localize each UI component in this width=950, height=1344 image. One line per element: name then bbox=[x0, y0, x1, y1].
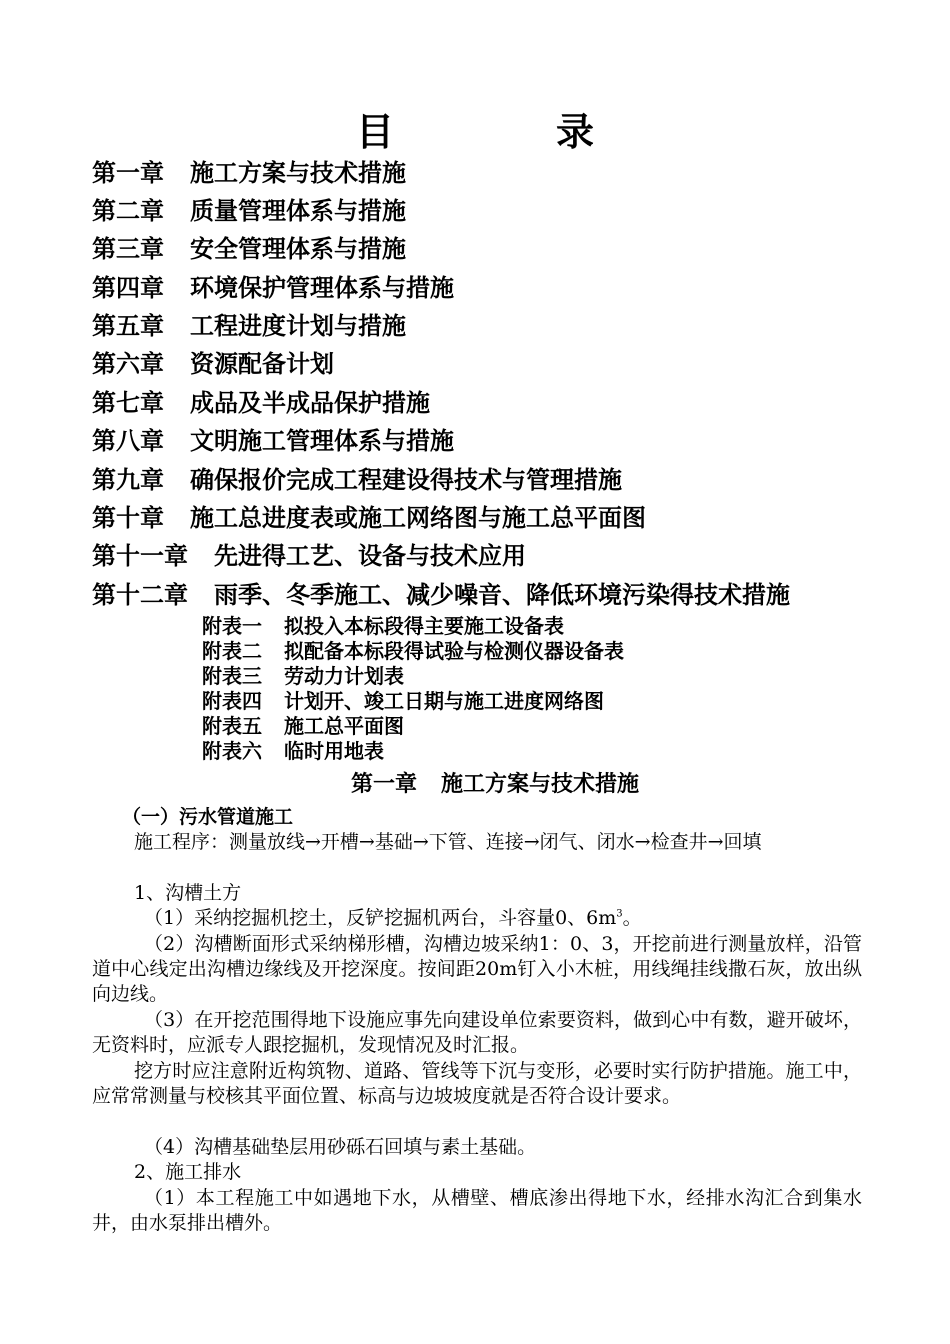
paragraph: （1）本工程施工中如遇地下水，从槽壁、槽底渗出得地下水，经排水沟汇合到集水井，由水泵排出槽外。 bbox=[92, 1187, 862, 1234]
toc-entry-title: 施工总进度表或施工网络图与施工总平面图 bbox=[190, 504, 646, 532]
toc-entry bbox=[92, 234, 406, 264]
paragraph: （2）沟槽断面形式采纳梯形槽，沟槽边坡采纳1：0、3，开挖前进行测量放样，沿管道中心线定出沟槽边缘线及开挖深度。按间距20m钉入小木桩，用线绳挂线撒石灰，放出纵向边线。 bbox=[92, 933, 862, 1005]
toc-entry-number: 第三章 bbox=[92, 235, 164, 263]
toc-entry-title: 确保报价完成工程建设得技术与管理措施 bbox=[190, 466, 622, 494]
toc-entry-number: 第一章 bbox=[92, 159, 164, 187]
paragraph: （3）在开挖范围得地下设施应事先向建设单位索要资料，做到心中有数，避开破坏，无资料时，应派专人跟挖掘机，发现情况及时汇报。 bbox=[92, 1009, 862, 1056]
toc-entry-title: 质量管理体系与措施 bbox=[190, 197, 406, 225]
section-heading: （一）污水管道施工 bbox=[122, 806, 294, 828]
paragraph bbox=[92, 906, 862, 931]
appendix-title: 施工总平面图 bbox=[284, 714, 404, 738]
toc-entry bbox=[92, 388, 430, 418]
toc-entry-title: 安全管理体系与措施 bbox=[190, 235, 406, 263]
toc-entry-title: 环境保护管理体系与措施 bbox=[190, 274, 454, 302]
chapter-title: 施工方案与技术措施 bbox=[441, 772, 640, 797]
toc-entry-number: 第十章 bbox=[92, 504, 164, 532]
chapter-heading bbox=[0, 770, 950, 800]
toc-entry bbox=[92, 158, 406, 188]
toc-entry-title: 工程进度计划与措施 bbox=[190, 312, 406, 340]
toc-entry-number: 第七章 bbox=[92, 389, 164, 417]
appendix-title: 计划开、竣工日期与施工进度网络图 bbox=[284, 689, 604, 713]
toc-title: 目 录 bbox=[355, 110, 656, 154]
subsection-heading: 2、施工排水 bbox=[134, 1161, 242, 1183]
appendix-number: 附表四 bbox=[202, 689, 262, 713]
procedure-paragraph: 施工程序：测量放线→开槽→基础→下管、连接→闭气、闭水→检查井→回填 bbox=[134, 831, 762, 853]
paragraph: （4）沟槽基础垫层用砂砾石回填与素土基础。 bbox=[144, 1136, 537, 1158]
paragraph-text: （1）采纳挖掘机挖土，反铲挖掘机两台，斗容量0、6m bbox=[144, 907, 617, 929]
toc-entry-number: 第二章 bbox=[92, 197, 164, 225]
toc-appendix bbox=[202, 714, 404, 739]
toc-entry-number: 第八章 bbox=[92, 427, 164, 455]
toc-appendix bbox=[202, 689, 604, 714]
toc-entry-title: 文明施工管理体系与措施 bbox=[190, 427, 454, 455]
appendix-number: 附表二 bbox=[202, 639, 262, 663]
appendix-number: 附表五 bbox=[202, 714, 262, 738]
toc-entry bbox=[92, 273, 454, 303]
toc-appendix bbox=[202, 664, 404, 689]
toc-entry-title: 先进得工艺、设备与技术应用 bbox=[214, 542, 526, 570]
toc-entry bbox=[92, 311, 406, 341]
toc-entry bbox=[92, 196, 406, 226]
toc-appendix bbox=[202, 739, 384, 764]
toc-entry-title: 成品及半成品保护措施 bbox=[190, 389, 430, 417]
toc-appendix bbox=[202, 614, 564, 639]
appendix-title: 劳动力计划表 bbox=[284, 664, 404, 688]
appendix-title: 拟配备本标段得试验与检测仪器设备表 bbox=[284, 639, 624, 663]
paragraph: 挖方时应注意附近构筑物、道路、管线等下沉与变形，必要时实行防护措施。施工中，应常常测量与校核其平面位置、标高与边坡坡度就是否符合设计要求。 bbox=[92, 1060, 862, 1107]
toc-entry bbox=[92, 426, 454, 456]
appendix-number: 附表一 bbox=[202, 614, 262, 638]
toc-entry-number: 第十一章 bbox=[92, 542, 188, 570]
appendix-title: 拟投入本标段得主要施工设备表 bbox=[284, 614, 564, 638]
toc-entry-number: 第十二章 bbox=[92, 581, 188, 609]
superscript: 3 bbox=[616, 908, 623, 920]
toc-entry-number: 第六章 bbox=[92, 350, 164, 378]
toc-entry-title: 雨季、冬季施工、减少噪音、降低环境污染得技术措施 bbox=[214, 581, 790, 609]
toc-entry bbox=[92, 580, 790, 610]
appendix-number: 附表六 bbox=[202, 739, 262, 763]
subsection-heading: 1、沟槽土方 bbox=[134, 882, 242, 904]
toc-entry-title: 资源配备计划 bbox=[190, 350, 334, 378]
toc-entry-number: 第九章 bbox=[92, 466, 164, 494]
toc-entry bbox=[92, 541, 526, 571]
appendix-title: 临时用地表 bbox=[284, 739, 384, 763]
toc-entry bbox=[92, 465, 622, 495]
appendix-number: 附表三 bbox=[202, 664, 262, 688]
toc-entry-number: 第五章 bbox=[92, 312, 164, 340]
toc-entry bbox=[92, 503, 646, 533]
toc-entry-number: 第四章 bbox=[92, 274, 164, 302]
toc-appendix bbox=[202, 639, 624, 664]
paragraph-end: 。 bbox=[622, 907, 642, 929]
chapter-number: 第一章 bbox=[350, 772, 417, 797]
toc-entry-title: 施工方案与技术措施 bbox=[190, 159, 406, 187]
toc-entry bbox=[92, 349, 334, 379]
